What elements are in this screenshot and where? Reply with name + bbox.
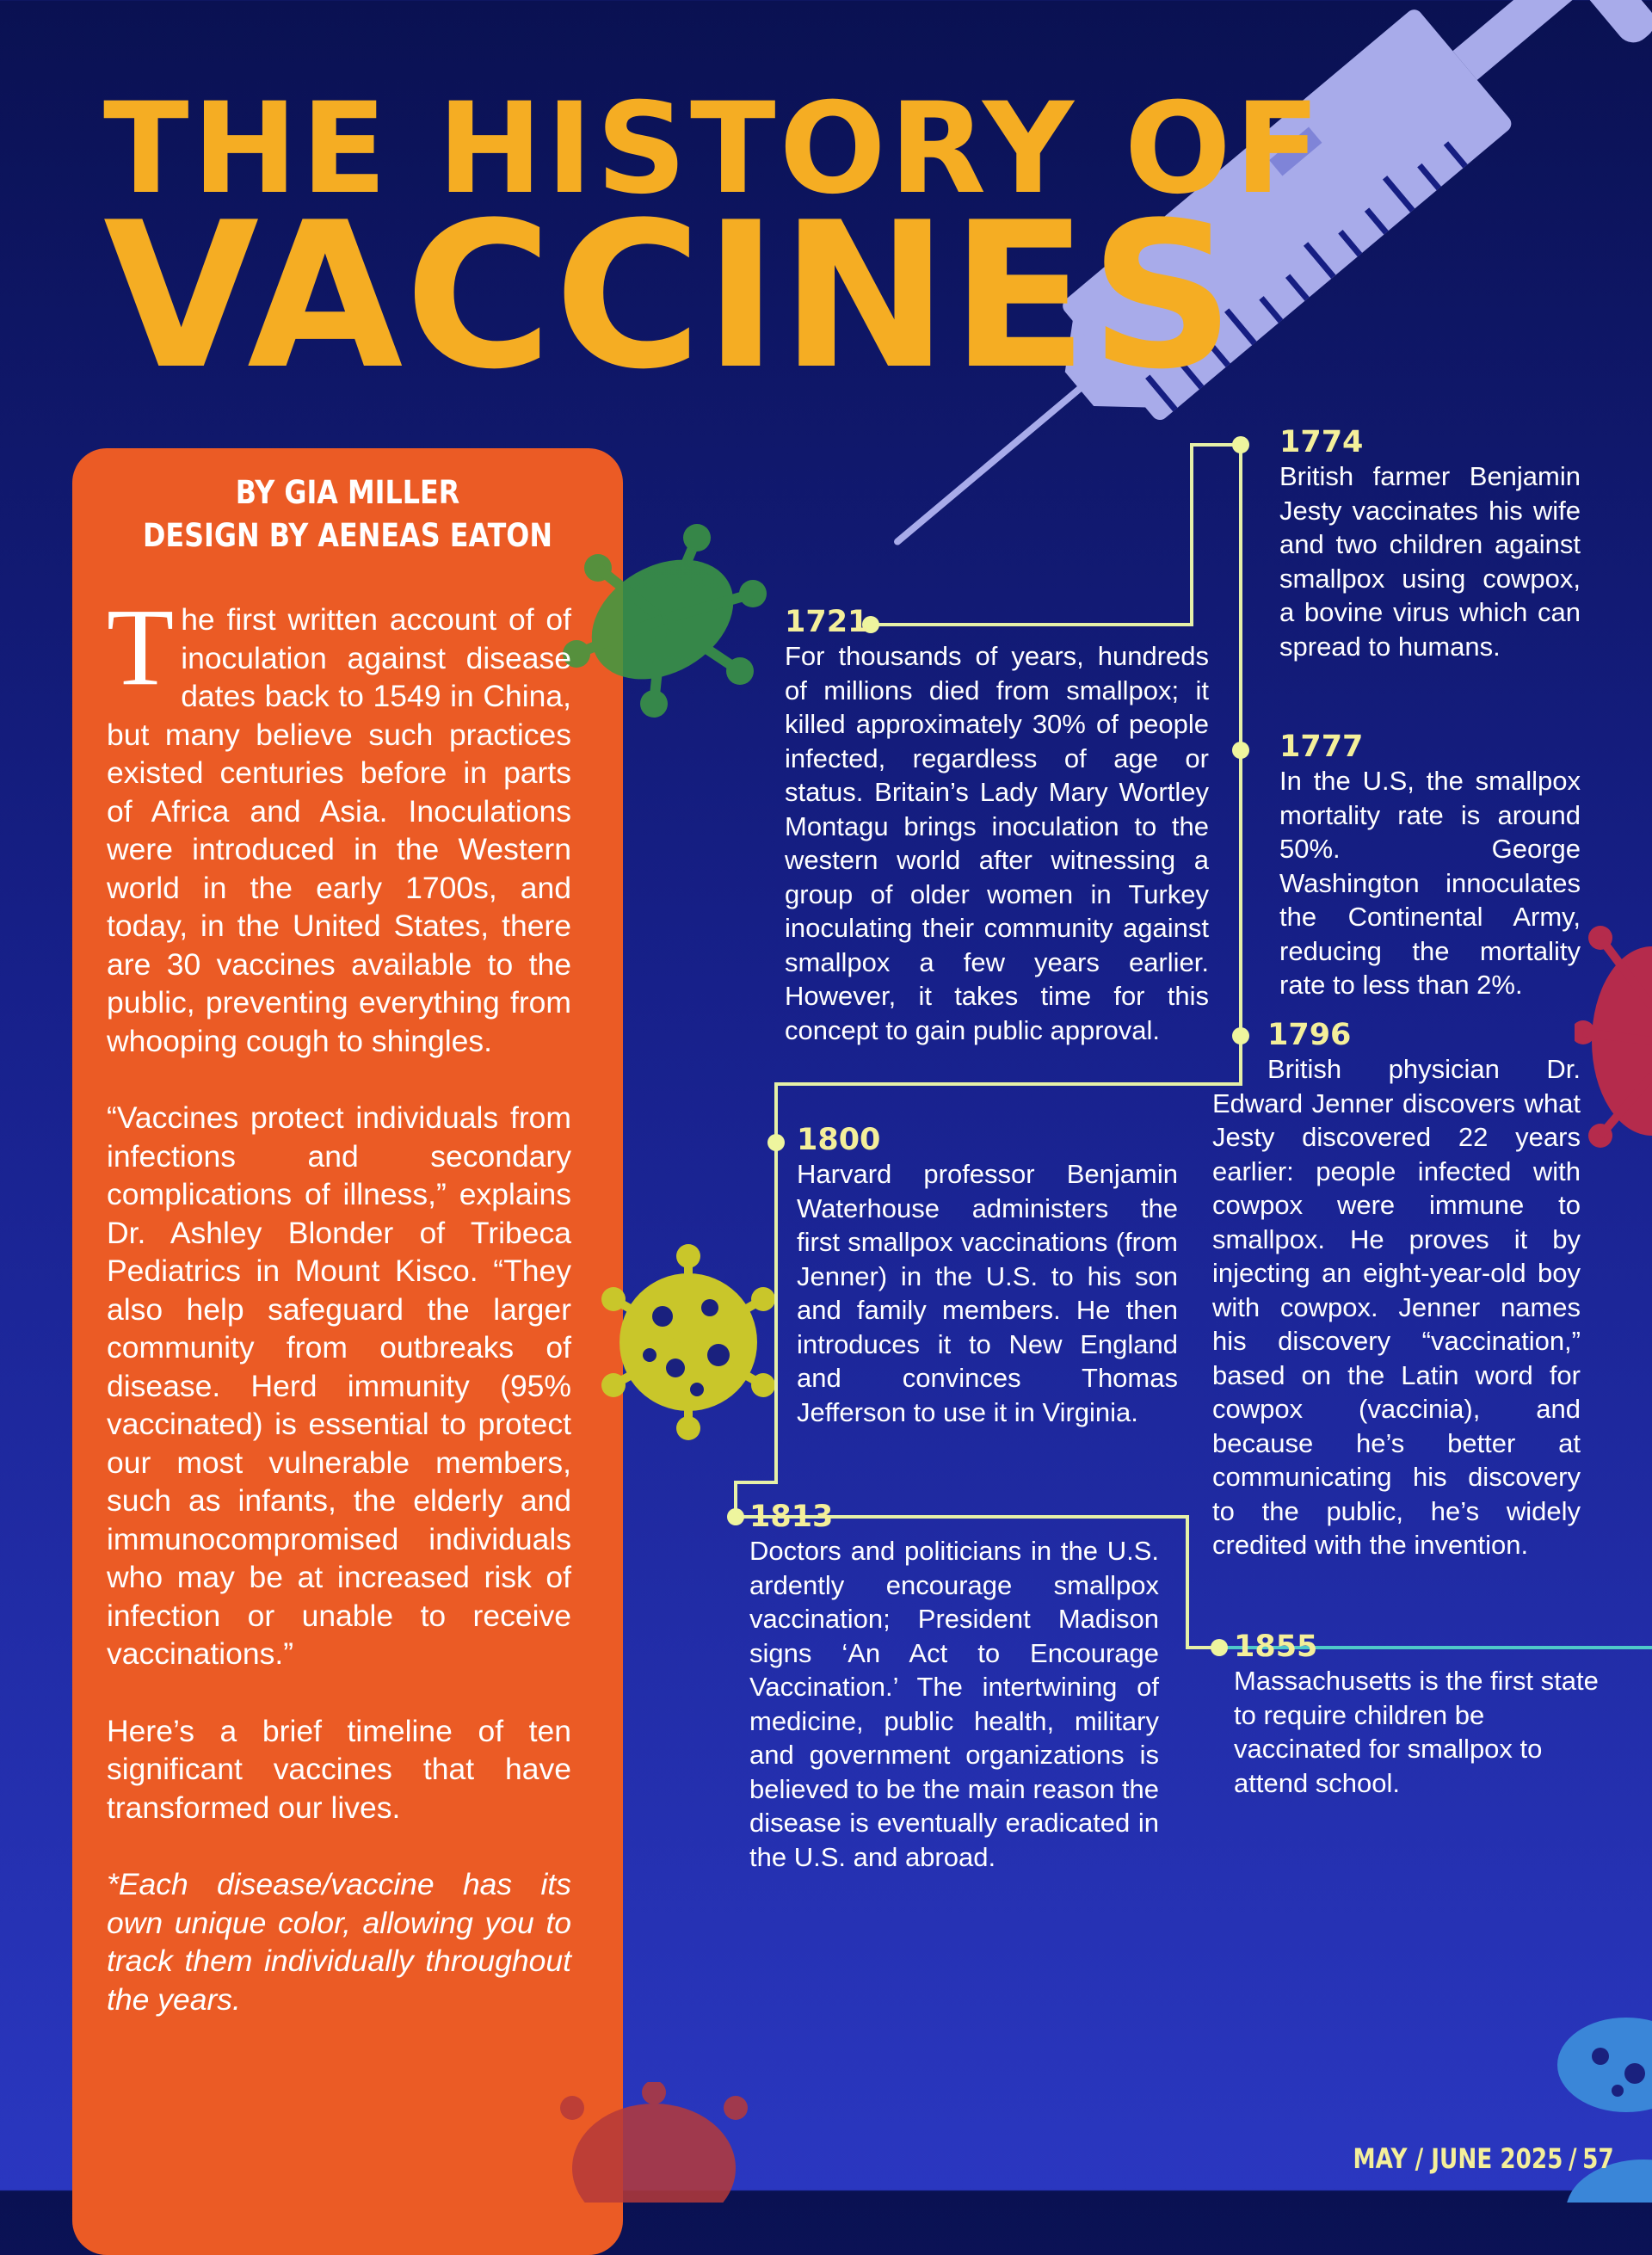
timeline-dot-1774 [1232,436,1249,453]
entry-year: 1721 [785,605,869,639]
headline-line-2: VACCINES [103,180,1237,414]
timeline-dot-1800 [767,1134,785,1151]
entry-year: 1800 [797,1123,881,1157]
timeline-entry-1813 [749,1500,1159,1874]
entry-text: British farmer Benjamin Jesty vaccinates his wife and two children against smallpox using cowpox, a bovine virus which can spread to humans. [1279,461,1581,662]
intro-text [107,586,571,2057]
timeline-entry-1777 [1279,730,1581,1002]
design-credit: DESIGN BY AENEAS EATON [142,517,552,554]
entry-text: For thousands of years, hundreds of millions died from smallpox; it killed approximately 30% of people infected, regardless of age or status. Britain’s Lady Mary Wortley Montagu brings inoculation to the western world after witnessing a group of older women in Turkey inoculating their community against smallpox a few years earlier. However, it takes time for this concept to gain public approval. [785,641,1209,1045]
timeline-dot-1855 [1211,1639,1228,1656]
page-footer [1353,2142,1614,2175]
timeline-dot-1813 [727,1508,744,1525]
intro-paragraph: “Vaccines protect individuals from infections and secondary complications of illness,” explains Dr. Ashley Blonder of Tribeca Pediatrics in Mount Kisco. “They also help safeguard the larger community from outbreaks of disease. Herd immunity (95% vaccinated) is essential to protect our most vulnerable members, such as infants, the elderly and immunocompromised individuals who may be at increased risk of infection or unable to receive vaccinations.” [107,1100,571,1671]
entry-year: 1774 [1279,425,1364,459]
timeline-entry-1796 [1212,1018,1581,1562]
entry-text: Doctors and politicians in the U.S. ardently encourage smallpox vaccination; President Madison signs ‘An Act to Encourage Vaccination.’ The intertwining of medicine, public health, military and government organizations is believed to be the main reason the disease is eventually eradicated in the U.S. and abroad. [749,1536,1159,1872]
entry-year: 1777 [1279,730,1364,764]
entry-text: Massachusetts is the first state to require children be vaccinated for smallpox to attend school. [1234,1666,1599,1798]
author-credit: BY GIA MILLER [235,474,460,511]
timeline-entry-1774 [1279,425,1581,663]
intro-paragraph: The first written account of of inoculation against disease dates back to 1549 in China, but many believe such practices existed centuries before in parts of Africa and Asia. Inoculations were introduced in the Western world in the early 1700s, and today, in the United States, there are 30 vaccines available to the public, preventing everything from whooping cough to shingles. [107,586,571,1058]
issue-date: MAY / JUNE 2025 [1353,2142,1563,2175]
entry-year: 1855 [1234,1630,1318,1664]
timeline-entry-1721 [785,605,1209,1047]
timeline-dot-1777 [1232,742,1249,759]
headline-line-1: THE HISTORY OF [103,76,1324,222]
timeline-entry-1800 [797,1123,1178,1429]
drop-cap: T [107,586,175,708]
entry-year: 1796 [1267,1018,1352,1052]
connector-1800-1813 [736,1143,776,1517]
entry-text: British physician Dr. Edward Jenner discovers what Jesty discovered 22 years earlier: people infected with cowpox were immune to smallpox. He proves it by injecting an eight-year-old boy with cowpox. Jenner names his discovery “vaccination,” based on the Latin word for cowpox (vaccinia), and because he’s better at communicating his discovery to the public, he’s widely credited with the invention. [1212,1054,1581,1560]
entry-year: 1813 [749,1500,834,1534]
color-note: *Each disease/vaccine has its own unique color, allowing you to track them individually throughout the years. [107,1867,571,2017]
byline [111,471,584,558]
connector-1721-1774 [871,445,1241,625]
intro-paragraph: Here’s a brief timeline of ten significant vaccines that have transformed our lives. [107,1713,571,1825]
page-number: 57 [1582,2142,1614,2175]
timeline-entry-1855 [1234,1630,1612,1800]
entry-text: In the U.S, the smallpox mortality rate is around 50%. George Washington innoculates the Continental Army, reducing the mortality rate to less than 2%. [1279,766,1581,1000]
entry-text: Harvard professor Benjamin Waterhouse administers the first smallpox vaccinations (from Jenner) in the U.S. to his son and family members. He then introduces it to New England and convinces Thomas Jefferson to use it in Virginia. [797,1159,1178,1427]
footer-separator: / [1569,2142,1577,2175]
